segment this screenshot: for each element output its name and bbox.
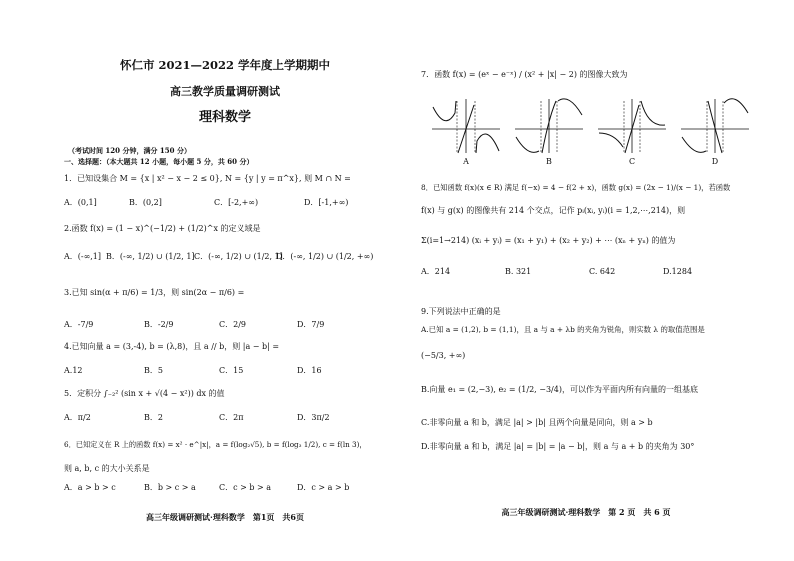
question-8-line2: f(x) 与 g(x) 的图像共有 214 个交点，记作 pᵢ(xᵢ, yᵢ)(i = 1,2,⋯,214)，则 bbox=[421, 206, 686, 215]
option-a[interactable]: A．-7/9 bbox=[64, 320, 94, 329]
question-9-stem: 9.下列说法中正确的是 bbox=[421, 307, 501, 316]
graph-option-b[interactable] bbox=[513, 97, 585, 155]
option-d[interactable]: D.1284 bbox=[663, 267, 693, 276]
graph-label-a: A bbox=[463, 157, 469, 166]
section-heading: 一、选择题：（本大题共 12 小题，每小题 5 分，共 60 分） bbox=[64, 157, 254, 166]
option-c[interactable]: C．(-∞, 1/2) ∪ (1/2, 1] bbox=[194, 252, 283, 261]
option-c[interactable]: C．15 bbox=[219, 366, 244, 375]
question-7-stem: 7．函数 f(x) = (eˣ − e⁻ˣ) / (x² + |x| − 2) 的图像大致为 bbox=[421, 70, 628, 79]
graph-option-c[interactable] bbox=[596, 97, 668, 155]
question-1-stem: 1．已知设集合 M = {x | x² − x − 2 ≤ 0}, N = {y | y = π^x}, 则 M ∩ N = bbox=[64, 174, 351, 183]
question-9-option-d[interactable]: D.非零向量 a 和 b，满足 |a| = |b| = |a − b|，则 a 与 a + b 的夹角为 30° bbox=[421, 442, 695, 451]
time-note: （考试时间 120 分钟，满分 150 分） bbox=[68, 146, 191, 155]
option-b[interactable]: B．(0,2] bbox=[129, 198, 162, 207]
option-d[interactable]: D．(-∞, 1/2) ∪ (1/2, +∞) bbox=[276, 252, 374, 261]
page-footer: 高三年级调研测试·理科数学 第1页 共6页 bbox=[146, 512, 304, 522]
option-b[interactable]: B．b > c > a bbox=[144, 483, 196, 492]
question-6-stem-cont: 则 a, b, c 的大小关系是 bbox=[64, 464, 150, 473]
option-b[interactable]: B. 321 bbox=[505, 267, 532, 276]
option-c[interactable]: C．2/9 bbox=[219, 320, 246, 329]
subject-title: 理科数学 bbox=[198, 110, 251, 125]
question-9-option-b[interactable]: B.向量 e₁ = (2,−3), e₂ = (1/2, −3/4)，可以作为平面内所有向量的一组基底 bbox=[421, 385, 698, 394]
question-9-option-a-range: (−5/3, +∞) bbox=[421, 351, 466, 360]
question-8-line3: Σ(i=1→214) (xᵢ + yᵢ) = (x₁ + y₁) + (x₂ + y₂) + ⋯ (xₙ + yₙ) 的值为 bbox=[421, 236, 676, 245]
graph-label-d: D bbox=[711, 157, 719, 166]
question-9-option-c[interactable]: C.非零向量 a 和 b，满足 |a| > |b| 且两个向量是同向，则 a > b bbox=[421, 418, 653, 427]
question-5-stem: 5．定积分 ∫₋₂² (sin x + √(4 − x²)) dx 的值 bbox=[64, 389, 225, 398]
graph-label-c: C bbox=[628, 157, 636, 166]
option-a[interactable]: A.12 bbox=[64, 366, 83, 375]
exam-title: 怀仁市 2021—2022 学年度上学期期中 bbox=[119, 58, 331, 72]
exam-subtitle: 高三教学质量调研测试 bbox=[170, 85, 280, 98]
option-d[interactable]: D．7/9 bbox=[297, 320, 325, 329]
question-8-line1: 8．已知函数 f(x)(x ∈ R) 满足 f(−x) = 4 − f(2 + x)，函数 g(x) = (2x − 1)/(x − 1)，若函数 bbox=[421, 183, 731, 192]
question-6-stem: 6．已知定义在 R 上的函数 f(x) = x² · e^|x|，a = f(log₂√5), b = f(log₃ 1/2), c = f(ln 3)， bbox=[64, 440, 367, 449]
question-4-stem: 4.已知向量 a = (3,-4), b = (λ,8)，且 a // b，则 |a − b| = bbox=[64, 342, 280, 351]
page-footer: 高三年级调研测试·理科数学 第 2 页 共 6 页 bbox=[501, 507, 671, 517]
option-d[interactable]: D．[-1,+∞) bbox=[304, 198, 349, 207]
question-2-stem: 2.函数 f(x) = (1 − x)^(−1/2) + (1/2)^x 的定义域是 bbox=[64, 224, 261, 233]
option-c[interactable]: C．[-2,+∞) bbox=[214, 198, 259, 207]
option-d[interactable]: D．3π/2 bbox=[297, 413, 330, 422]
option-b[interactable]: B．2 bbox=[144, 413, 163, 422]
option-c[interactable]: C. 642 bbox=[589, 267, 616, 276]
question-3-stem: 3.已知 sin(α + π/6) = 1/3，则 sin(2α − π/6) = bbox=[64, 288, 245, 297]
option-d[interactable]: D．16 bbox=[297, 366, 322, 375]
option-a[interactable]: A．π/2 bbox=[64, 413, 91, 422]
option-c[interactable]: C．2π bbox=[219, 413, 244, 422]
option-b[interactable]: B．5 bbox=[144, 366, 163, 375]
question-9-option-a[interactable]: A.已知 a = (1,2), b = (1,1)，且 a 与 a + λb 的夹角为锐角，则实数 λ 的取值范围是 bbox=[421, 325, 705, 334]
option-a[interactable]: A．(-∞,1] bbox=[64, 252, 102, 261]
option-c[interactable]: C．c > b > a bbox=[219, 483, 272, 492]
graph-label-b: B bbox=[546, 157, 552, 166]
option-b[interactable]: B．(-∞, 1/2) ∪ (1/2, 1] bbox=[106, 252, 195, 261]
graph-option-d[interactable] bbox=[679, 97, 751, 155]
option-a[interactable]: A．a > b > c bbox=[64, 483, 116, 492]
option-b[interactable]: B．-2/9 bbox=[144, 320, 174, 329]
option-d[interactable]: D．c > a > b bbox=[297, 483, 350, 492]
option-a[interactable]: A．(0,1] bbox=[64, 198, 97, 207]
graph-option-a[interactable] bbox=[430, 97, 502, 155]
option-a[interactable]: A．214 bbox=[421, 267, 451, 276]
